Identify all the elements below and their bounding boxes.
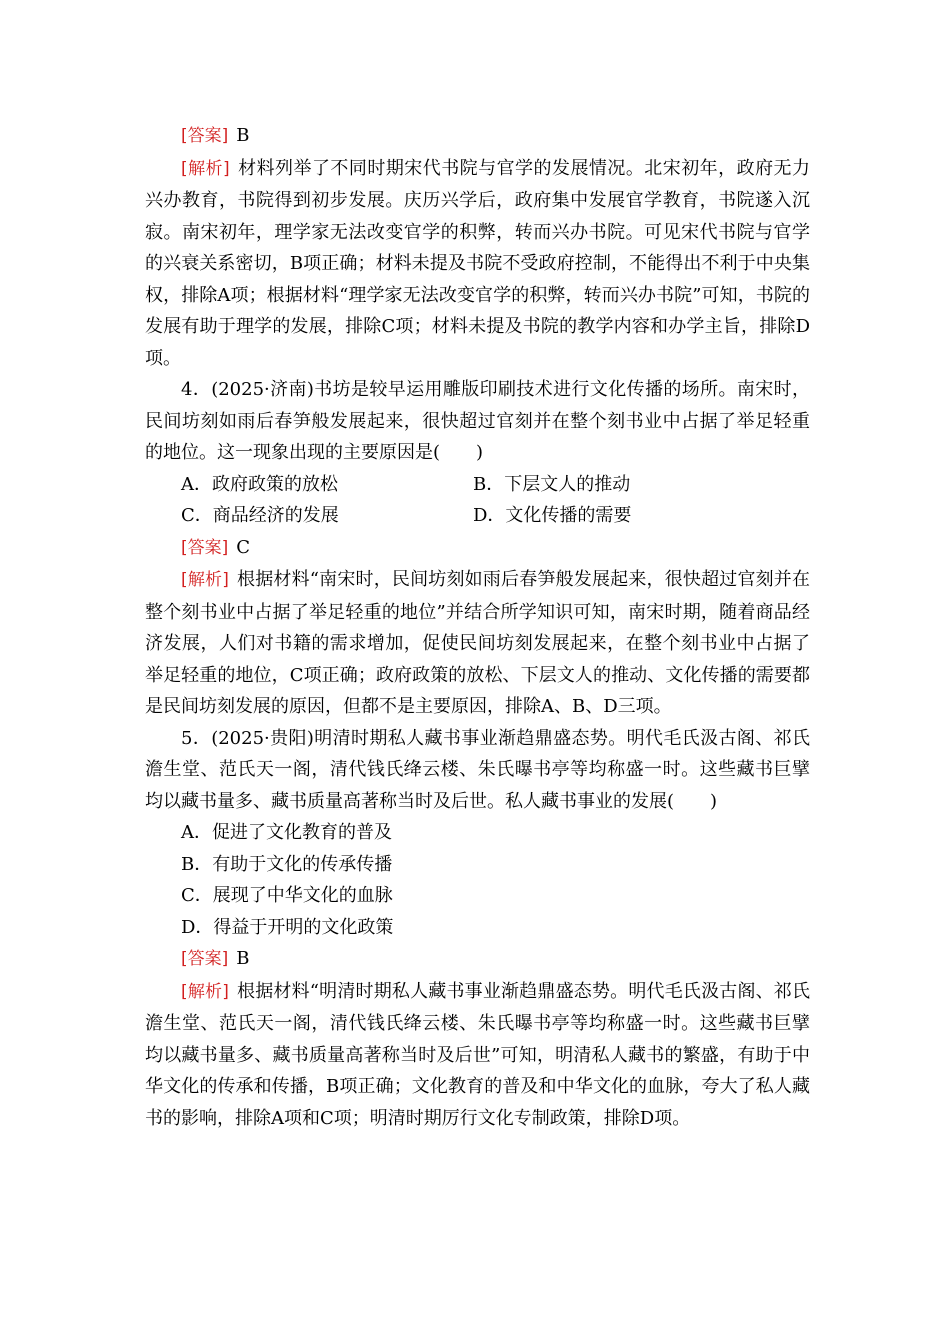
analysis-text: 材料列举了不同时期宋代书院与官学的发展情况。北宋初年，政府无力兴办教育，书院得到初步发展。庆历兴学后，政府集中发展官学教育，书院遂入沉寂。南宋初年，理学家无法改变官学的积弊，转而兴办书院。可见宋代书院与官学的兴衰关系密切，B项正确；材料未提及书院不受政府控制，不能得出不利于中央集权，排除A项；根据材料“理学家无法改变官学的积弊，转而兴办书院”可知，书院的发展有助于理学的发展，排除C项；材料未提及书院的教学内容和办学主旨，排除D项。 xyxy=(145,157,810,369)
question-text: 4．(2025·济南)书坊是较早运用雕版印刷技术进行文化传播的场所。南宋时，民间坊刻如雨后春笋般发展起来，很快超过官刻并在整个刻书业中占据了举足轻重的地位。这一现象出现的主要原因是( ) xyxy=(145,379,810,463)
option-d[interactable]: D．得益于开明的文化政策 xyxy=(181,916,394,938)
question-4-stem xyxy=(145,374,810,469)
question-4-options-row-1 xyxy=(145,469,810,501)
option-d[interactable]: D．文化传播的需要 xyxy=(473,505,632,526)
option-c[interactable]: C．商品经济的发展 xyxy=(181,505,339,526)
answer-value: B xyxy=(236,125,250,146)
option-a[interactable]: A．促进了文化教育的普及 xyxy=(181,822,392,843)
analysis-tag: [解析] xyxy=(181,981,229,1002)
option-c[interactable]: C．展现了中华文化的血脉 xyxy=(181,885,393,906)
option-b[interactable]: B．有助于文化的传承传播 xyxy=(181,853,393,875)
answer-block xyxy=(145,532,810,565)
answer-tag: [答案] xyxy=(181,537,229,558)
answer-block xyxy=(145,120,810,153)
question-text: 5．(2025·贵阳)明清时期私人藏书事业渐趋鼎盛态势。明代毛氏汲古阁、祁氏澹生堂、范氏天一阁，清代钱氏绛云楼、朱氏曝书亭等均称盛一时。这些藏书巨擘均以藏书量多、藏书质量高著称当时及后世。私人藏书事业的发展( ) xyxy=(145,727,810,812)
analysis-block xyxy=(145,564,810,723)
option-a[interactable]: A．政府政策的放松 xyxy=(181,473,338,495)
answer-tag: [答案] xyxy=(181,949,229,969)
answer-tag: [答案] xyxy=(181,126,229,146)
answer-value: C xyxy=(236,536,251,558)
analysis-block xyxy=(145,153,810,375)
analysis-tag: [解析] xyxy=(181,158,230,179)
document-body xyxy=(145,120,810,1134)
analysis-tag: [解析] xyxy=(181,570,229,590)
option-b[interactable]: B．下层文人的推动 xyxy=(473,473,631,495)
question-4-options-row-2 xyxy=(145,500,810,532)
answer-value: B xyxy=(236,948,250,969)
question-5-stem xyxy=(145,723,810,818)
analysis-block xyxy=(145,976,810,1135)
analysis-text: 根据材料“南宋时，民间坊刻如雨后春笋般发展起来，很快超过官刻并在整个刻书业中占据了举足轻重的地位”并结合所学知识可知，南宋时期，随着商品经济发展，人们对书籍的需求增加，促使民间坊刻发展起来，在整个刻书业中占据了举足轻重的地位，C项正确；政府政策的放松、下层文人的推动、文化传播的需要都是民间坊刻发展的原因，但都不是主要原因，排除A、B、D三项。 xyxy=(145,569,810,717)
answer-block xyxy=(145,943,810,976)
analysis-text: 根据材料“明清时期私人藏书事业渐趋鼎盛态势。明代毛氏汲古阁、祁氏澹生堂、范氏天一阁，清代钱氏绛云楼、朱氏曝书亭等均称盛一时。这些藏书巨擘均以藏书量多、藏书质量高著称当时及后世”可知，明清私人藏书的繁盛，有助于中华文化的传承和传播，B项正确；文化教育的普及和中华文化的血脉，夸大了私人藏书的影响，排除A项和C项；明清时期厉行文化专制政策，排除D项。 xyxy=(145,980,810,1129)
